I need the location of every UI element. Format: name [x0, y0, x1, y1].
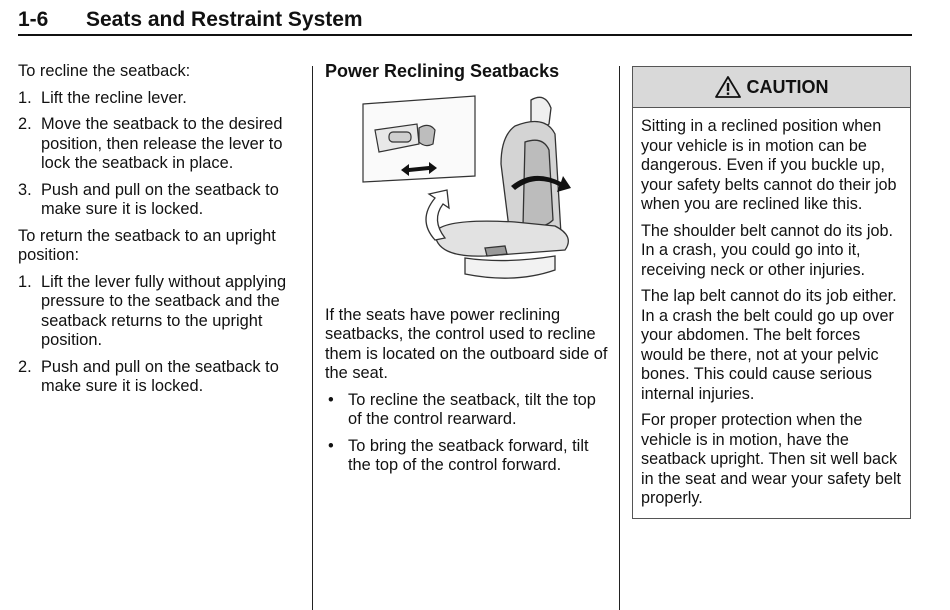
- caution-paragraph: The shoulder belt cannot do its job. In a crash, you could go into it, receiving neck or other injuries.: [641, 221, 893, 279]
- list-item: 1. Lift the lever fully without applying pressure to the seatback and the seatback returns to the upright position.: [18, 272, 287, 349]
- power-seat-illustration-icon: [355, 90, 585, 290]
- list-item: 2. Push and pull on the seatback to make sure it is locked.: [18, 357, 279, 395]
- list-item: 3. Push and pull on the seatback to make sure it is locked.: [18, 180, 279, 218]
- list-item: 2. Move the seatback to the desired position, then release the lever to lock the seatback in place.: [18, 115, 283, 172]
- caution-body: [633, 108, 910, 509]
- page-number: 1-6: [18, 8, 49, 31]
- caution-paragraph: For proper protection when the vehicle is in motion, have the seatback upright. Then sit well back in the seat and wear your safety belt properly.: [641, 411, 902, 507]
- upright-steps: [18, 273, 303, 397]
- column-left: [18, 62, 303, 404]
- list-item: • To recline the seatback, tilt the top of the control rearward.: [328, 390, 596, 428]
- caution-heading: CAUTION: [746, 76, 829, 97]
- power-recline-paragraph: If the seats have power reclining seatbacks, the control used to recline them is located on the outboard side of the seat.: [325, 305, 608, 382]
- page-title: Seats and Restraint System: [86, 8, 363, 31]
- section-title: Power Reclining Seatbacks: [325, 61, 560, 81]
- warning-triangle-icon: [715, 76, 741, 98]
- column-divider-2: [619, 66, 620, 610]
- column-middle: [325, 62, 613, 483]
- list-item: 1. Lift the recline lever.: [18, 88, 187, 107]
- recline-steps: [18, 89, 303, 220]
- upright-intro: To return the seatback to an upright position:: [18, 226, 276, 264]
- column-divider-1: [312, 66, 313, 610]
- caution-header: [633, 67, 910, 108]
- caution-box: [632, 66, 911, 519]
- caution-paragraph: Sitting in a reclined position when your vehicle is in motion can be dangerous. Even if you buckle up, your safety belts cannot do their job when you are reclined like this.: [641, 117, 897, 213]
- list-item: • To bring the seatback forward, tilt the top of the control forward.: [328, 436, 589, 474]
- page-header: [18, 6, 912, 36]
- caution-paragraph: The lap belt cannot do its job either. In a crash the belt could go up over your abdomen. The belt forces would be there, not at your pelvic bones. This could cause serious internal injuries.: [641, 287, 897, 403]
- power-recline-bullets: [325, 391, 613, 476]
- recline-intro: To recline the seatback:: [18, 62, 191, 80]
